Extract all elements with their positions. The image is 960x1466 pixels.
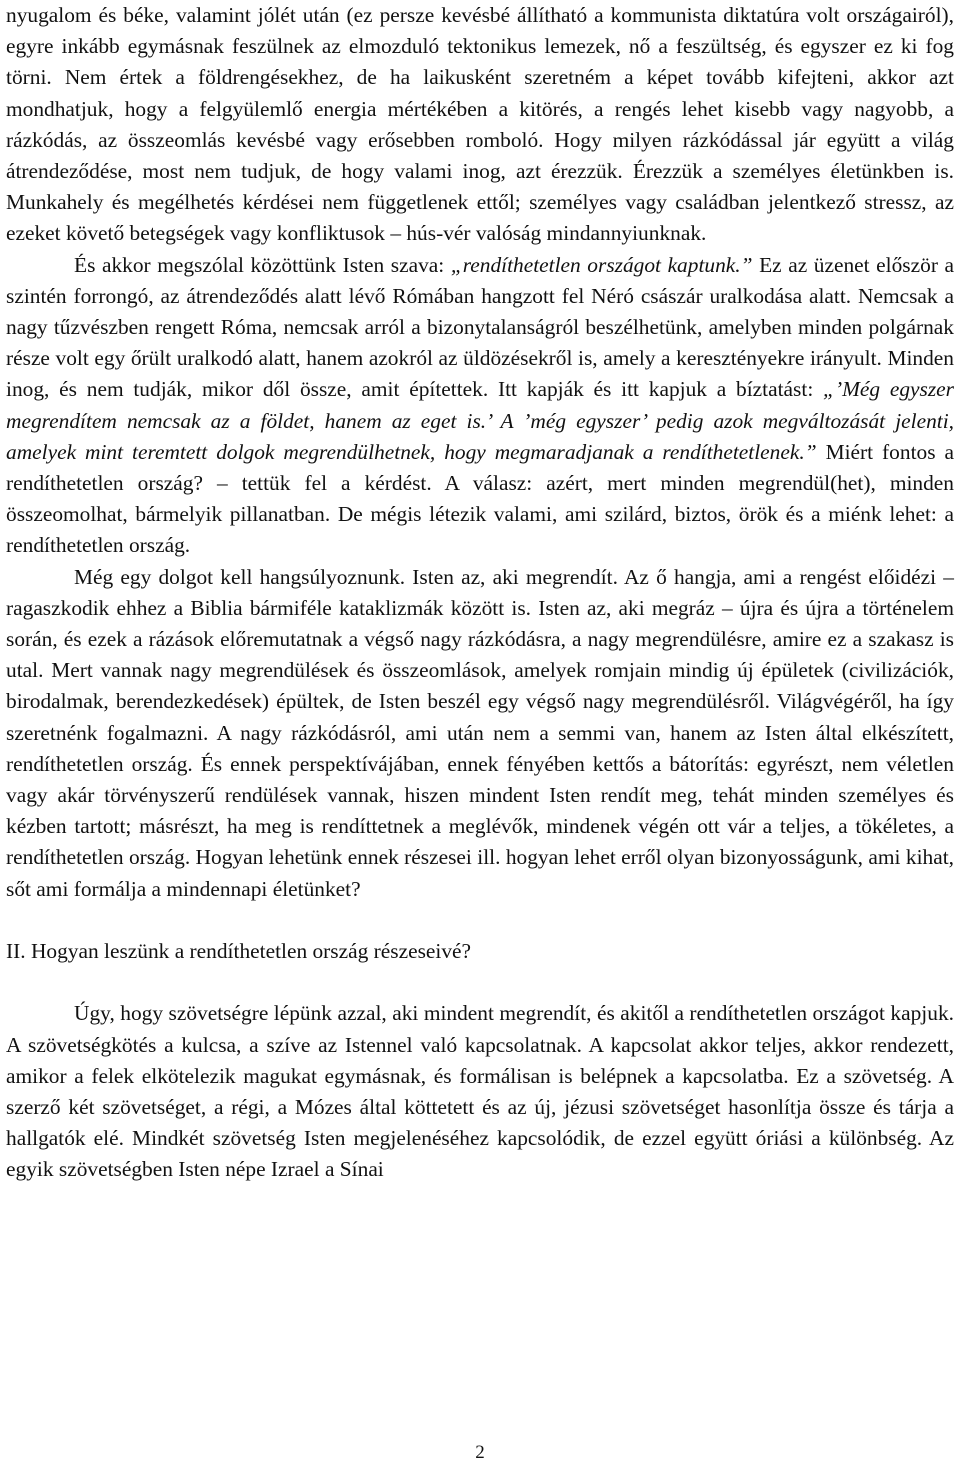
paragraph-4 bbox=[6, 998, 954, 1185]
page-number: 2 bbox=[475, 1442, 485, 1463]
quote-rendithetetlen-orszag: „rendíthetetlen országot kaptunk.” bbox=[450, 252, 753, 277]
paragraph-1 bbox=[6, 0, 954, 250]
spacer bbox=[6, 967, 954, 998]
paragraph-2-text-c: Ez az üzenet először a szintén forrongó, az átrendeződés alatt lévő Rómában hangzott fel Néró császár uralkodása alatt. Nemcsak a nagy tűzvészben rengett Róma, nemcsak arról a bizonytalanságról beszélhetünk, amelyben minden polgárnak része volt egy őrült uralkodó alatt, hanem azokról az üldözésekről is, amely a keresztényekre irányult. Minden inog, és nem tudják, mikor dől össze, amit építettek. Itt kapják és itt kapjuk a bíztatást: bbox=[6, 252, 955, 402]
quote-meg-egyszer: „’Még egyszer megrendítem nemcsak az a földet, hanem az eget is.’ A ’még egyszer’ pedig azok megváltozását jelenti, amelyek mint teremtett dolgok megrendülhetnek, hogy megmaradjanak a rendíthetetlenek.” bbox=[6, 377, 955, 464]
paragraph-2-text-e: Miért fontos a rendíthetetlen ország? – tettük fel a kérdést. A válasz: azért, mert minden megrendül(het), minden összeomolhat, bármelyik pillanatban. De mégis létezik valami, ami szilárd, biztos, örök és a miénk lehet: a rendíthetetlen ország. bbox=[6, 439, 954, 558]
paragraph-1-text: nyugalom és béke, valamint jólét után (ez persze kevésbé állítható a kommunista diktatúra volt országairól), egyre inkább egymásnak feszülnek az elmozduló tektonikus lemezek, nő a feszültség, és egyszer ez ki fog törni. Nem értek a földrengésekhez, de ha laikusként szeretném a képet tovább kifejteni, akkor azt mondhatjuk, hogy a felgyülemlő energia mértékében a kitörés, a rengés lehet kisebb vagy nagyobb, a rázkódás, az összeomlás kevésbé vagy erősebben romboló. Hogy milyen rázkódással jár együtt a világ átrendeződése, most nem tudjuk, de hogy valami inog, azt érezzük. Érezzük a személyes életünkben is. Munkahely és megélhetés kérdései nem függetlenek ettől; személyes vagy családban jelentkező stressz, az ezeket követő betegségek vagy konfliktusok – hús-vér valóság mindannyiunknak. bbox=[6, 3, 954, 246]
paragraph-4-text: Úgy, hogy szövetségre lépünk azzal, aki mindent megrendít, és akitől a rendíthetetlen országot kapjuk. A szövetségkötés a kulcsa, a szíve az Istennel való kapcsolatnak. A kapcsolat akkor teljes, akkor rendezett, amikor a felek elkötelezik magukat egymásnak, és formálisan is belépnek a kapcsolatba. Ez a szövetség. A szerző két szövetséget, a régi, a Mózes által köttetett és az új, jézusi szövetséget hasonlítja össze és tárja a hallgatók elé. Mindkét szövetség Isten megjelenéséhez kapcsolódik, de ezzel együtt óriási a különbség. Az egyik szövetségben Isten népe Izrael a Sínai bbox=[6, 1001, 954, 1182]
document-page bbox=[6, 0, 954, 1186]
section-heading: II. Hogyan leszünk a rendíthetetlen ország részeseivé? bbox=[6, 939, 472, 964]
paragraph-2 bbox=[6, 250, 954, 562]
paragraph-3-text: Még egy dolgot kell hangsúlyoznunk. Isten az, aki megrendít. Az ő hangja, ami a rengést előidézi – ragaszkodik ehhez a Biblia bármiféle kataklizmák között is. Isten az, aki megráz – újra és újra a történelem során, és ezek a rázások előremutatnak a végső nagy rázkódásra, a nagy megrendülésre, amire ez a szakasz is utal. Mert vannak nagy megrendülések és összeomlások, amelyek romjain mindig új épületek (civilizációk, birodalmak, berendezkedések) épültek, de Isten beszél egy végső nagy megrendülésről. Világvégéről, ha így szeretnénk fogalmazni. A nagy rázkódásról, ami után nem a semmi van, hanem az Isten által elkészített, rendíthetetlen ország. És ennek perspektívájában, ennek fényében kettős a bátorítás: egyrészt, nem véletlen vagy akár törvényszerű rendülések vannak, hiszen mindent Isten rendít meg, tehát minden személyes és kézben tartott; másrészt, ha meg is rendíttetnek a meglévők, mindenek végén ott vár a teljes, a tökéletes, a rendíthetetlen ország. Hogyan lehetünk ennek részesei ill. hogyan lehet erről olyan bizonyosságunk, ami kihat, sőt ami formálja a mindennapi életünket? bbox=[6, 564, 954, 901]
paragraph-3 bbox=[6, 562, 954, 905]
paragraph-2-text-a: És akkor megszólal közöttünk Isten szava: bbox=[74, 252, 451, 277]
